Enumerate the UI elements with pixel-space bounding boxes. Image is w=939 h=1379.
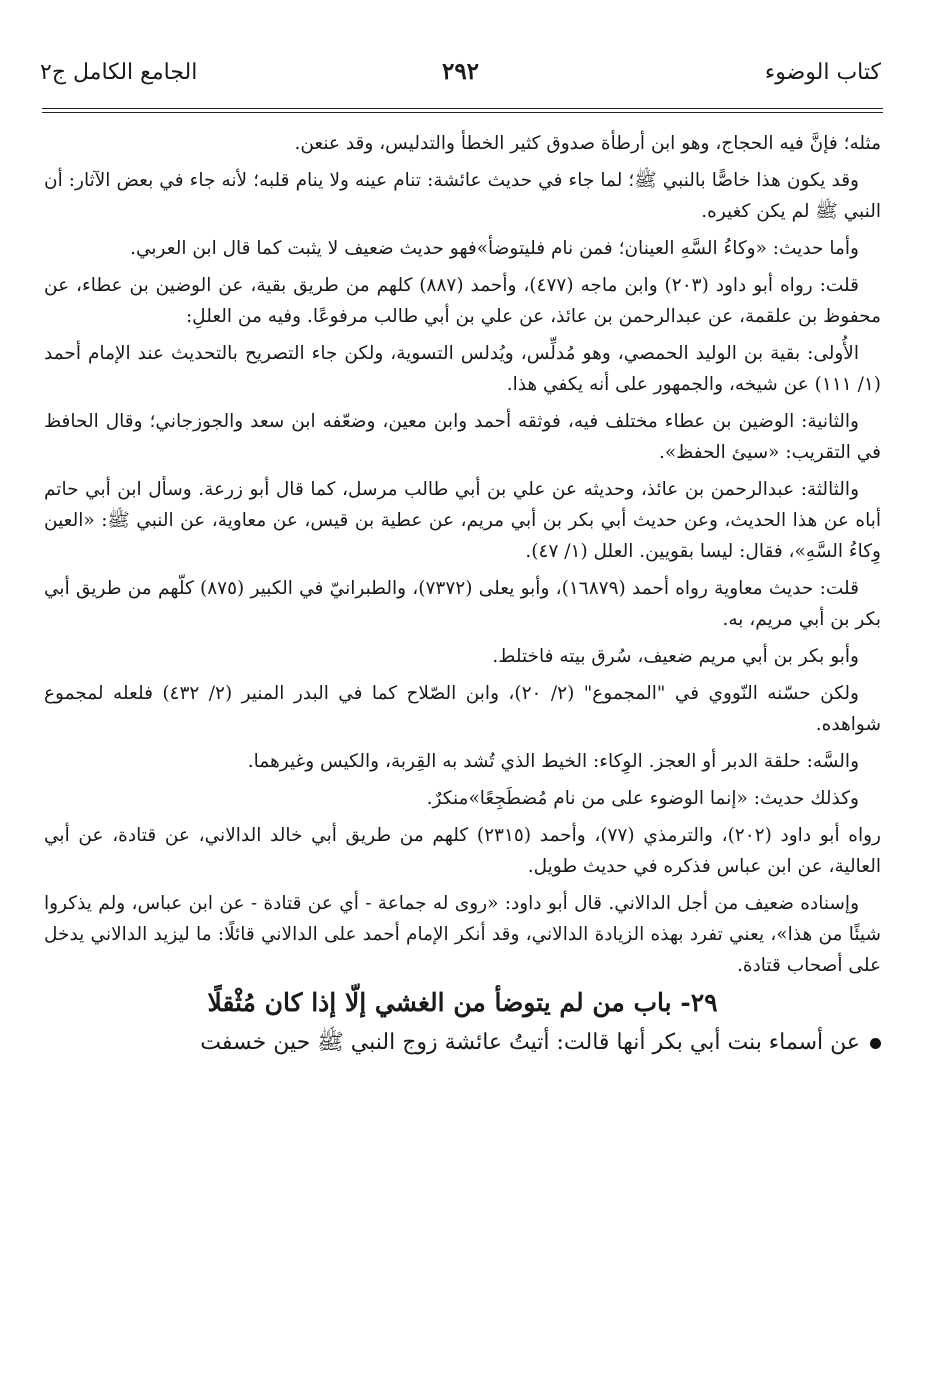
page-number: ٢٩٢ (441, 58, 480, 85)
book-title: كتاب الوضوء (764, 60, 881, 85)
header-rule-bottom (42, 112, 883, 113)
paragraph: والثانية: الوضين بن عطاء مختلف فيه، فوثقه أحمد وابن معين، وضعّفه ابن سعد والجوزجاني؛ وقال الحافظ في التقريب: «سيئ الحفظ». (44, 411, 881, 463)
page-body (44, 128, 881, 1068)
chapter-heading: ٢٩- باب من لم يتوضأ من الغشي إلّا إذا كان مُثْقلًا (207, 988, 718, 1017)
header-rule-top (42, 108, 883, 109)
paragraph: رواه أبو داود (٢٠٢)، والترمذي (٧٧)، وأحمد (٢٣١٥) كلهم من طريق أبي خالد الدالاني، عن قتادة، عن أبي العالية، عن ابن عباس فذكره في حديث طويل. (44, 825, 881, 877)
paragraph: والسَّه: حلقة الدبر أو العجز. الوِكاء: الخيط الذي تُشد به القِربة، والكيس وغيرهما. (247, 751, 859, 772)
paragraph: الأُولى: بقية بن الوليد الحمصي، وهو مُدلِّس، ويُدلس التسوية، ولكن جاء التصريح بالتحديث عند الإمام أحمد (١/ ١١١) عن شيخه، والجمهور على أنه يكفي هذا. (44, 343, 881, 395)
paragraph: وقد يكون هذا خاصًّا بالنبي ﷺ؛ لما جاء في حديث عائشة: تنام عينه ولا ينام قلبه؛ لأنه جاء في بعض الآثار: أن النبي ﷺ لم يكن كغيره. (44, 170, 881, 222)
paragraph: ولكن حسّنه النّووي في "المجموع" (٢/ ٢٠)، وابن الصّلاح كما في البدر المنير (٢/ ٤٣٢) فلعله لمجموع شواهده. (44, 683, 881, 735)
paragraph: وأما حديث: «وكاءُ السَّهِ العينان؛ فمن نام فليتوضأ»فهو حديث ضعيف لا يثبت كما قال ابن العربي. (130, 238, 859, 259)
paragraph: وإسناده ضعيف من أجل الدالاني. قال أبو داود: «روى له جماعة - أي عن قتادة - عن ابن عباس، ولم يذكروا شيئًا من هذا»، يعني تفرد بهذه الزيادة الدالاني، وقد أنكر الإمام أحمد على الدالاني قائلًا: ما ليزيد الدالاني يدخل على أصحاب قتادة. (44, 893, 881, 976)
paragraph: قلت: رواه أبو داود (٢٠٣) وابن ماجه (٤٧٧)، وأحمد (٨٨٧) كلهم من طريق بقية، عن الوضين بن عطاء، عن محفوظ بن علقمة، عن عبدالرحمن بن عائذ، عن علي بن أبي طالب مرفوعًا. وفيه من العللِ: (44, 275, 881, 327)
bullet-icon (870, 1038, 881, 1049)
paragraph: وأبو بكر بن أبي مريم ضعيف، سُرق بيته فاختلط. (492, 646, 859, 667)
volume-title: الجامع الكامل ج٢ (40, 60, 198, 85)
paragraph: مثله؛ فإنَّ فيه الحجاج، وهو ابن أرطأة صدوق كثير الخطأ والتدليس، وقد عنعن. (294, 133, 881, 154)
paragraph: قلت: حديث معاوية رواه أحمد (١٦٨٧٩)، وأبو يعلى (٧٣٧٢)، والطبرانيّ في الكبير (٨٧٥) كلّهم من طريق أبي بكر بن أبي مريم، به. (44, 578, 881, 630)
paragraph: والثالثة: عبدالرحمن بن عائذ، وحديثه عن علي بن أبي طالب مرسل، كما قال أبو زرعة. وسأل ابن أبي حاتم أباه عن هذا الحديث، وعن حديث أبي بكر بن أبي مريم، عن عطية بن قيس، عن معاوية، عن النبي ﷺ: «العين وِكاءُ السَّهِ»، فقال: ليسا بقويين. العلل (١/ ٤٧). (44, 479, 881, 562)
hadith-start: عن أسماء بنت أبي بكر أنها قالت: أتيتُ عائشة زوج النبي ﷺ حين خسفت (200, 1030, 860, 1055)
running-header (40, 58, 881, 98)
paragraph: وكذلك حديث: «إنما الوضوء على من نام مُضطَجِعًا»منكرٌ. (426, 788, 859, 809)
hadith-text (44, 1024, 881, 1062)
